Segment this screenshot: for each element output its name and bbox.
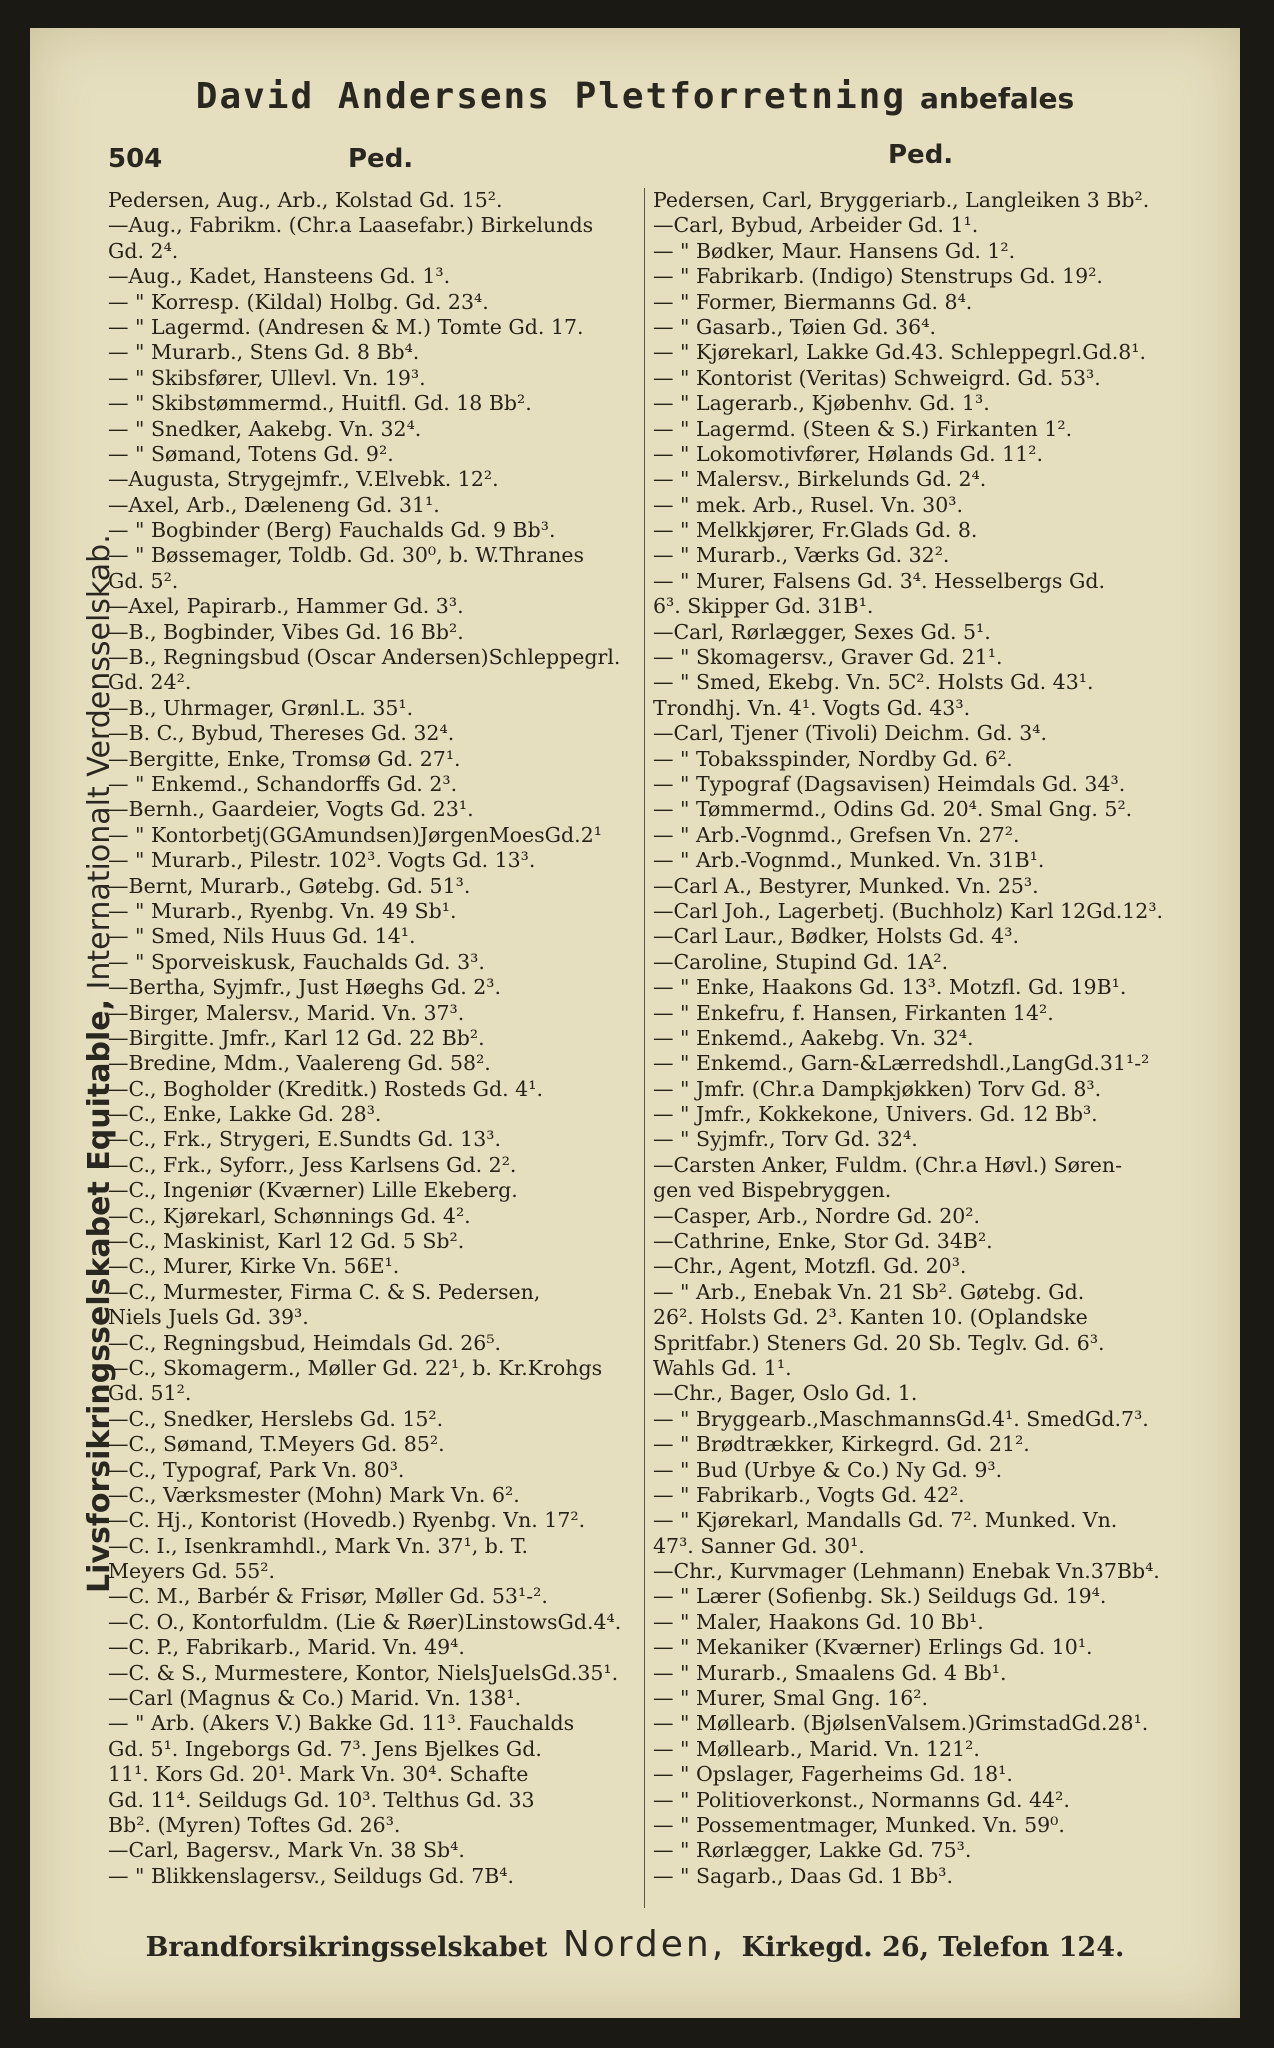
- directory-entry-line: —Axel, Papirarb., Hammer Gd. 3³.: [108, 594, 464, 619]
- directory-page: [30, 28, 1240, 2018]
- directory-entry-line: — " Bøssemager, Toldb. Gd. 30⁰, b. W.Thranes: [108, 543, 585, 568]
- directory-entry-line: —C., Murmester, Firma C. & S. Pedersen,: [108, 1279, 541, 1304]
- directory-entry-line: Wahls Gd. 1¹.: [653, 1355, 792, 1380]
- directory-entry-line: — " Sagarb., Daas Gd. 1 Bb³.: [653, 1863, 953, 1888]
- directory-entry-line: —C., Værksmester (Mohn) Mark Vn. 6².: [108, 1482, 520, 1507]
- directory-entry-line: — " Murarb., Pilestr. 102³. Vogts Gd. 13³.: [108, 848, 536, 873]
- directory-entry-line: — " Arb. (Akers V.) Bakke Gd. 11³. Fauchalds: [108, 1711, 575, 1736]
- directory-entry-line: Niels Juels Gd. 39³.: [108, 1305, 309, 1330]
- page-header: [108, 140, 1218, 180]
- directory-entry-line: — " Skomagersv., Graver Gd. 21¹.: [653, 645, 1003, 670]
- directory-entry-line: — " Bogbinder (Berg) Fauchalds Gd. 9 Bb³.: [108, 518, 556, 543]
- bottom-ad-brand: Norden,: [562, 1924, 727, 1965]
- directory-entry-line: —C. I., Isenkramhdl., Mark Vn. 37¹, b. T.: [108, 1533, 529, 1558]
- directory-entry-line: — " Lokomotivfører, Hølands Gd. 11².: [653, 441, 1043, 466]
- directory-entry-line: —Carl A., Bestyrer, Munked. Vn. 25³.: [653, 873, 1039, 898]
- directory-entry-line: —Aug., Fabrikm. (Chr.a Laasefabr.) Birkelunds: [108, 213, 594, 238]
- directory-entry-line: —C., Sømand, T.Meyers Gd. 85².: [108, 1432, 445, 1457]
- directory-entry-line: — " Murarb., Smaalens Gd. 4 Bb¹.: [653, 1660, 1007, 1685]
- left-column-heading: Ped.: [348, 144, 414, 174]
- directory-entry-line: — " Melkkjører, Fr.Glads Gd. 8.: [653, 518, 978, 543]
- bottom-ad-after: Kirkegd. 26, Telefon 124.: [741, 1932, 1125, 1963]
- directory-entry-line: — " Tobaksspinder, Nordby Gd. 6².: [653, 746, 1013, 771]
- directory-entry-line: —Carl, Rørlægger, Sexes Gd. 5¹.: [653, 619, 991, 644]
- directory-entry-line: — " Arb.-Vognmd., Munked. Vn. 31B¹.: [653, 848, 1045, 873]
- directory-entry-line: — " Murer, Smal Gng. 16².: [653, 1686, 928, 1711]
- top-ad-name: David Andersens Pletforretning: [195, 76, 906, 117]
- directory-entry-line: Meyers Gd. 55².: [108, 1559, 276, 1584]
- directory-entry-line: — " Syjmfr., Torv Gd. 32⁴.: [653, 1127, 918, 1152]
- directory-entry-line: —C., Frk., Strygeri, E.Sundts Gd. 13³.: [108, 1127, 501, 1152]
- directory-entry-line: —Carl, Tjener (Tivoli) Deichm. Gd. 3⁴.: [653, 721, 1047, 746]
- directory-columns: [108, 188, 1218, 1908]
- directory-entry-line: —Bertha, Syjmfr., Just Høeghs Gd. 2³.: [108, 975, 502, 1000]
- directory-entry-line: Gd. 51².: [108, 1381, 192, 1406]
- directory-entry-line: — " Mekaniker (Kværner) Erlings Gd. 10¹.: [653, 1635, 1093, 1660]
- directory-entry-line: —C. M., Barbér & Frisør, Møller Gd. 53¹-².: [108, 1584, 548, 1609]
- left-column: [108, 188, 638, 1889]
- directory-entry-line: gen ved Bispebryggen.: [653, 1178, 892, 1203]
- directory-entry-line: —Bernt, Murarb., Gøtebg. Gd. 51³.: [108, 873, 471, 898]
- directory-entry-line: — " Enke, Haakons Gd. 13³. Motzfl. Gd. 19B¹.: [653, 975, 1127, 1000]
- directory-entry-line: — " Enkemd., Schandorffs Gd. 2³.: [108, 771, 458, 796]
- directory-entry-line: — " Smed, Ekebg. Vn. 5C². Holsts Gd. 43¹.: [653, 670, 1094, 695]
- directory-entry-line: —Carl Laur., Bødker, Holsts Gd. 4³.: [653, 924, 1019, 949]
- directory-entry-line: — " Arb.-Vognmd., Grefsen Vn. 27².: [653, 822, 1020, 847]
- top-advertisement: [30, 76, 1240, 117]
- column-divider: [644, 188, 645, 1908]
- directory-entry-line: —Birger, Malersv., Marid. Vn. 37³.: [108, 1000, 465, 1025]
- directory-entry-line: — " Bryggearb.,MaschmannsGd.4¹. SmedGd.7³.: [653, 1406, 1149, 1431]
- directory-entry-line: — " Gasarb., Tøien Gd. 36⁴.: [653, 314, 936, 339]
- directory-entry-line: —Cathrine, Enke, Stor Gd. 34B².: [653, 1229, 993, 1254]
- directory-entry-line: — " Former, Biermanns Gd. 8⁴.: [653, 289, 973, 314]
- directory-entry-line: — " Blikkenslagersv., Seildugs Gd. 7B⁴.: [108, 1863, 515, 1888]
- directory-entry-line: —B., Regningsbud (Oscar Andersen)Schleppegrl.: [108, 645, 621, 670]
- directory-entry-line: — " Malersv., Birkelunds Gd. 2⁴.: [653, 467, 987, 492]
- directory-entry-line: Spritfabr.) Steners Gd. 20 Sb. Teglv. Gd. 6³.: [653, 1330, 1105, 1355]
- directory-entry-line: — " Fabrikarb. (Indigo) Stenstrups Gd. 19².: [653, 264, 1103, 289]
- directory-entry-line: —C., Skomagerm., Møller Gd. 22¹, b. Kr.Krohgs: [108, 1355, 603, 1380]
- top-ad-tail: anbefales: [920, 82, 1075, 115]
- directory-entry-line: — " Skibstømmermd., Huitfl. Gd. 18 Bb².: [108, 391, 532, 416]
- directory-entry-line: —C., Regningsbud, Heimdals Gd. 26⁵.: [108, 1330, 502, 1355]
- directory-entry-line: — " Brødtrækker, Kirkegrd. Gd. 21².: [653, 1432, 1030, 1457]
- directory-entry-line: Gd. 11⁴. Seildugs Gd. 10³. Telthus Gd. 33: [108, 1787, 535, 1812]
- directory-entry-line: — " Lagermd. (Steen & S.) Firkanten 1².: [653, 416, 1073, 441]
- directory-entry-line: — " Enkemd., Aakebg. Vn. 32⁴.: [653, 1025, 974, 1050]
- directory-entry-line: 47³. Sanner Gd. 30¹.: [653, 1533, 865, 1558]
- directory-entry-line: 6³. Skipper Gd. 31B¹.: [653, 594, 874, 619]
- directory-entry-line: — " Fabrikarb., Vogts Gd. 42².: [653, 1482, 965, 1507]
- directory-entry-line: — " Jmfr., Kokkekone, Univers. Gd. 12 Bb³.: [653, 1102, 1098, 1127]
- bottom-advertisement: [30, 1924, 1240, 1965]
- directory-entry-line: —Augusta, Strygejmfr., V.Elvebk. 12².: [108, 467, 499, 492]
- directory-entry-line: —C., Snedker, Herslebs Gd. 15².: [108, 1406, 444, 1431]
- directory-entry-line: — " Politioverkonst., Normanns Gd. 44².: [653, 1787, 1070, 1812]
- directory-entry-line: — " Kjørekarl, Lakke Gd.43. Schleppegrl.Gd.8¹.: [653, 340, 1146, 365]
- directory-entry-line: — " Møllearb., Marid. Vn. 121².: [653, 1736, 980, 1761]
- directory-entry-line: — " Jmfr. (Chr.a Dampkjøkken) Torv Gd. 8³.: [653, 1076, 1102, 1101]
- directory-entry-line: —Bredine, Mdm., Vaalereng Gd. 58².: [108, 1051, 491, 1076]
- directory-entry-line: — " Kontorbetj(GGAmundsen)JørgenMoesGd.2¹: [108, 822, 602, 847]
- directory-entry-line: —Aug., Kadet, Hansteens Gd. 1³.: [108, 264, 451, 289]
- right-column-heading: Ped.: [888, 140, 954, 170]
- directory-entry-line: —Caroline, Stupind Gd. 1A².: [653, 949, 949, 974]
- directory-entry-line: —Bergitte, Enke, Tromsø Gd. 27¹.: [108, 746, 461, 771]
- directory-entry-line: —B., Uhrmager, Grønl.L. 35¹.: [108, 695, 414, 720]
- directory-entry-line: Pedersen, Aug., Arb., Kolstad Gd. 15².: [108, 188, 503, 212]
- directory-entry-line: —Birgitte. Jmfr., Karl 12 Gd. 22 Bb².: [108, 1025, 485, 1050]
- directory-entry-line: Bb². (Myren) Toftes Gd. 26³.: [108, 1813, 401, 1837]
- directory-entry-line: — " Murarb., Stens Gd. 8 Bb⁴.: [108, 340, 420, 365]
- directory-entry-line: —Carl (Magnus & Co.) Marid. Vn. 138¹.: [108, 1686, 522, 1711]
- directory-entry-line: —C., Murer, Kirke Vn. 56E¹.: [108, 1254, 400, 1279]
- side-ad-part2: Internationalt Verdensselskab.: [82, 534, 117, 1000]
- directory-entry-line: —C., Typograf, Park Vn. 80³.: [108, 1457, 405, 1482]
- directory-entry-line: Gd. 24².: [108, 670, 192, 695]
- directory-entry-line: —Casper, Arb., Nordre Gd. 20².: [653, 1203, 981, 1228]
- directory-entry-line: —Axel, Arb., Dæleneng Gd. 31¹.: [108, 492, 440, 517]
- directory-entry-line: — " Maler, Haakons Gd. 10 Bb¹.: [653, 1609, 984, 1634]
- directory-entry-line: — " Snedker, Aakebg. Vn. 32⁴.: [108, 416, 422, 441]
- directory-entry-line: — " Bud (Urbye & Co.) Ny Gd. 9³.: [653, 1457, 1003, 1482]
- directory-entry-line: — " Opslager, Fagerheims Gd. 18¹.: [653, 1762, 1013, 1787]
- directory-entry-line: — " Lagerarb., Kjøbenhv. Gd. 1³.: [653, 391, 990, 416]
- directory-entry-line: — " Typograf (Dagsavisen) Heimdals Gd. 34³.: [653, 771, 1126, 796]
- directory-entry-line: —C. P., Fabrikarb., Marid. Vn. 49⁴.: [108, 1635, 465, 1660]
- directory-entry-line: —C., Frk., Syforr., Jess Karlsens Gd. 2².: [108, 1152, 517, 1177]
- directory-entry-line: — " Murarb., Værks Gd. 32².: [653, 543, 950, 568]
- directory-entry-line: — " Smed, Nils Huus Gd. 14¹.: [108, 924, 416, 949]
- directory-entry-line: — " Skibsfører, Ullevl. Vn. 19³.: [108, 365, 426, 390]
- directory-entry-line: —Carsten Anker, Fuldm. (Chr.a Høvl.) Søren-: [653, 1152, 1123, 1177]
- directory-entry-line: — " Rørlægger, Lakke Gd. 75³.: [653, 1838, 972, 1863]
- directory-entry-line: — " Lærer (Sofienbg. Sk.) Seildugs Gd. 19⁴.: [653, 1584, 1107, 1609]
- directory-entry-line: —C., Maskinist, Karl 12 Gd. 5 Sb².: [108, 1229, 465, 1254]
- directory-entry-line: —B., Bogbinder, Vibes Gd. 16 Bb².: [108, 619, 464, 644]
- directory-entry-line: —C. Hj., Kontorist (Hovedb.) Ryenbg. Vn. 17².: [108, 1508, 586, 1533]
- directory-entry-line: — " Kontorist (Veritas) Schweigrd. Gd. 53³.: [653, 365, 1101, 390]
- page-number: 504: [108, 144, 163, 174]
- directory-entry-line: —Chr., Bager, Oslo Gd. 1.: [653, 1381, 918, 1406]
- directory-entry-line: —Chr., Kurvmager (Lehmann) Enebak Vn.37Bb⁴.: [653, 1559, 1160, 1584]
- directory-entry-line: — " Lagermd. (Andresen & M.) Tomte Gd. 17.: [108, 314, 584, 339]
- bottom-ad-before: Brandforsikringsselskabet: [145, 1932, 548, 1963]
- directory-entry-line: Gd. 5¹. Ingeborgs Gd. 7³. Jens Bjelkes Gd.: [108, 1736, 542, 1761]
- side-ad-part1: Livsforsikringsselskabet Equitable,: [82, 999, 117, 1593]
- directory-entry-line: —C., Ingeniør (Kværner) Lille Ekeberg.: [108, 1178, 518, 1203]
- directory-entry-line: —C., Bogholder (Kreditk.) Rosteds Gd. 4¹.: [108, 1076, 543, 1101]
- directory-entry-line: —Carl Joh., Lagerbetj. (Buchholz) Karl 12Gd.12³.: [653, 898, 1164, 923]
- directory-entry-line: — " Murer, Falsens Gd. 3⁴. Hesselbergs Gd.: [653, 568, 1105, 593]
- directory-entry-line: Gd. 2⁴.: [108, 238, 179, 263]
- directory-entry-line: Trondhj. Vn. 4¹. Vogts Gd. 43³.: [653, 695, 971, 720]
- directory-entry-line: — " Possementmager, Munked. Vn. 59⁰.: [653, 1813, 1065, 1837]
- directory-entry-line: Gd. 5².: [108, 568, 179, 593]
- directory-entry-line: — " Enkemd., Garn-&Lærredshdl.,LangGd.31¹-²: [653, 1051, 1150, 1076]
- directory-entry-line: —Bernh., Gaardeier, Vogts Gd. 23¹.: [108, 797, 474, 822]
- directory-entry-line: —C., Enke, Lakke Gd. 28³.: [108, 1102, 382, 1127]
- directory-entry-line: —C. O., Kontorfuldm. (Lie & Røer)LinstowsGd.4⁴.: [108, 1609, 622, 1634]
- directory-entry-line: Pedersen, Carl, Bryggeriarb., Langleiken 3 Bb².: [653, 188, 1150, 212]
- directory-entry-line: 26². Holsts Gd. 2³. Kanten 10. (Oplandske: [653, 1305, 1088, 1330]
- directory-entry-line: — " Sømand, Totens Gd. 9².: [108, 441, 394, 466]
- directory-entry-line: — " Møllearb. (BjølsenValsem.)GrimstadGd.28¹.: [653, 1711, 1149, 1736]
- directory-entry-line: — " Tømmermd., Odins Gd. 20⁴. Smal Gng. 5².: [653, 797, 1133, 822]
- directory-entry-line: 11¹. Kors Gd. 20¹. Mark Vn. 30⁴. Schafte: [108, 1762, 529, 1787]
- directory-entry-line: — " Kjørekarl, Mandalls Gd. 7². Munked. Vn.: [653, 1508, 1118, 1533]
- directory-entry-line: — " Murarb., Ryenbg. Vn. 49 Sb¹.: [108, 898, 457, 923]
- directory-entry-line: —C., Kjørekarl, Schønnings Gd. 4².: [108, 1203, 471, 1228]
- right-column: [653, 188, 1183, 1889]
- directory-entry-line: — " Bødker, Maur. Hansens Gd. 1².: [653, 238, 1016, 263]
- directory-entry-line: —C. & S., Murmestere, Kontor, NielsJuelsGd.35¹.: [108, 1660, 619, 1685]
- directory-entry-line: —Chr., Agent, Motzfl. Gd. 20³.: [653, 1254, 967, 1279]
- directory-entry-line: — " Arb., Enebak Vn. 21 Sb². Gøtebg. Gd.: [653, 1279, 1085, 1304]
- directory-entry-line: — " Enkefru, f. Hansen, Firkanten 14².: [653, 1000, 1054, 1025]
- directory-entry-line: —Carl, Bagersv., Mark Vn. 38 Sb⁴.: [108, 1838, 465, 1863]
- directory-entry-line: —Carl, Bybud, Arbeider Gd. 1¹.: [653, 213, 979, 238]
- directory-entry-line: — " Korresp. (Kildal) Holbg. Gd. 23⁴.: [108, 289, 489, 314]
- directory-entry-line: — " Sporveiskusk, Fauchalds Gd. 3³.: [108, 949, 485, 974]
- directory-entry-line: — " mek. Arb., Rusel. Vn. 30³.: [653, 492, 964, 517]
- directory-entry-line: —B. C., Bybud, Thereses Gd. 32⁴.: [108, 721, 455, 746]
